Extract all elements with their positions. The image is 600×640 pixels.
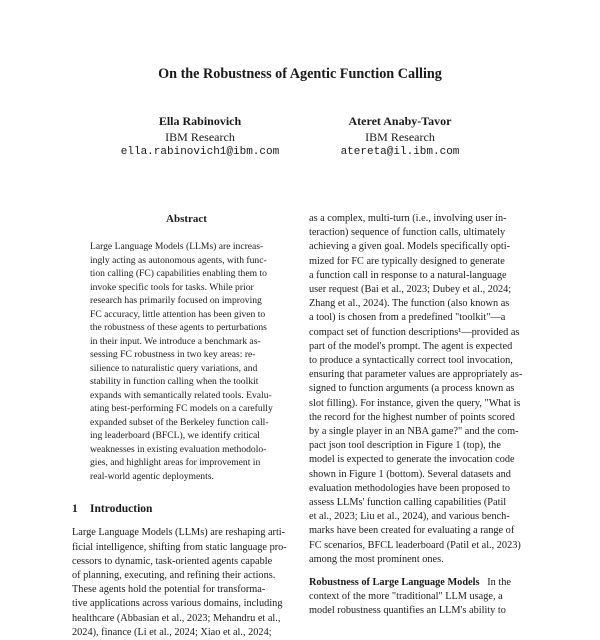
text-line: compact set of function descriptions¹—provided as [309,326,520,338]
text-line: signed to function arguments (a process known as [309,383,515,395]
text-line: teraction) sequence of function calls, ultimately [309,227,506,239]
text-line: slot filling). For instance, given the query, "What is [309,397,521,409]
text-line: ating best-performing FC models on a carefully [90,403,273,415]
author-name: Ella Rabinovich [158,114,242,128]
text-line: Zhang et al., 2024). The function (also known as [309,298,510,310]
text-line: 2024), finance (Li et al., 2024; Xiao et al., 2024; [72,626,272,638]
text-line: real-world agentic deployments. [90,470,214,482]
text-line: stability in function calling when the toolkit [90,376,259,388]
abstract-heading: Abstract [166,213,207,225]
text-line: silience to naturalistic query variations, and [90,362,258,374]
text-line: ingly acting as autonomous agents, with func- [90,254,267,266]
text-line: FC scenarios, BFCL leaderboard (Patil et al., 2023) [309,539,521,551]
author-email: ella.rabinovich1@ibm.com [120,146,280,158]
text-line: marks have been created for evaluating a range of [309,525,515,537]
text-line: weaknesses in existing evaluation methodolo- [90,443,267,455]
text-line: expanded subset of the Berkeley function call- [90,416,269,428]
author-email: atereta@il.ibm.com [340,146,460,158]
text-line: Large Language Models (LLMs) are reshaping arti- [72,527,286,539]
text-line: tive applications across various domains, including [72,598,283,610]
text-line: shown in Figure 1 (bottom). Several datasets and [309,468,511,480]
text-line: part of the model's prompt. The agent is expected [309,340,513,352]
author-name: Ateret Anaby-Tavor [348,114,452,128]
text-line: research has primarily focused on improving [90,295,262,307]
abstract-body [72,240,301,483]
text-line: by a single player in an NBA game?" and the com- [309,426,519,438]
author-block-2 [300,114,500,161]
text-line: context of the more "traditional" LLM usage, a [309,591,503,603]
text-line: a function call in response to a natural-language [309,269,507,281]
text-line: model robustness quantifies an LLM's ability to [309,605,506,617]
intro-body [72,526,301,640]
text-line: invoke specific tools for tasks. While prior [90,281,254,293]
text-line: of planning, executing, and refining their actions. [72,570,276,582]
text-line: cessors to dynamic, task-oriented agents capable [72,555,273,567]
text-line: achieving a given goal. Models specifically opti- [309,241,511,253]
text-line: sessing FC robustness in two key areas: re- [90,349,256,361]
text-line: et al., 2023; Liu et al., 2024), and various bench- [309,511,510,523]
text-line: ficial intelligence, shifting from static language pro- [72,541,287,553]
text-line: in their input. We introduce a benchmark as- [90,335,261,347]
section-title: Introduction [90,503,153,516]
text-line: the robustness of these agents to perturbations [90,322,267,334]
text-line: the record for the highest number of points scored [309,411,515,423]
text-line: ensuring that parameter values are appropriately as- [309,369,523,381]
text-line: as a complex, multi-turn (i.e., involving user in- [309,213,507,224]
text-line: healthcare (Abbasian et al., 2023; Mehandru et al., [72,612,281,624]
paragraph-heading: Robustness of Large Language Models [309,577,480,589]
text-line: Large Language Models (LLMs) are increas- [90,241,264,253]
author-affiliation: IBM Research [365,129,435,144]
section-heading [72,502,301,516]
author-affiliation: IBM Research [165,129,235,144]
text-line: gies, and highlight areas for improvement in [90,457,261,469]
author-block-1 [100,114,300,161]
paragraph-text-line: In the [487,577,511,589]
text-line: FC accuracy, little attention has been given to [90,308,266,320]
robustness-paragraph [309,576,539,619]
text-line: a tool) is chosen from a predefined "toolkit"—a [309,312,506,324]
section-number: 1 [72,503,78,516]
text-line: pact json tool description in Figure 1 (top), the [309,440,501,452]
text-line: to produce a syntactically correct tool invocation, [309,355,513,367]
text-line: These agents hold the potential for transforma- [72,584,266,596]
text-line: model is expected to generate the invocation code [309,454,515,466]
text-line: ing leaderboard (BFCL), we identify critical [90,430,260,442]
text-line: mized for FC are typically designed to generate [309,255,505,267]
text-line: evaluation methodologies have been proposed to [309,482,511,494]
text-line: expands with semantically related tools. Evalu- [90,389,272,401]
right-column [309,212,539,619]
left-column [72,212,301,640]
text-line: tion calling (FC) capabilities enabling them to [90,268,267,280]
right-body [309,212,539,567]
text-line: assess LLMs' function calling capabilities (Patil [309,497,507,509]
text-line: among the most prominent ones. [309,553,444,565]
paper-title: On the Robustness of Agentic Function Calling [158,66,442,82]
text-line: user request (Bai et al., 2023; Dubey et al., 2024; [309,284,512,296]
